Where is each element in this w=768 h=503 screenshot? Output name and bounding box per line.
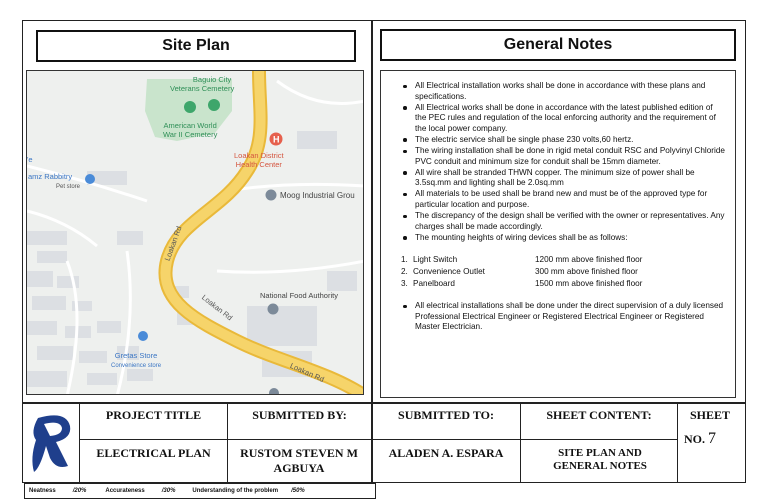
map-road-label-2: Loakan Rd: [200, 292, 235, 323]
map-label-nfa: National Food Authority: [260, 291, 338, 300]
project-title-value: ELECTRICAL PLAN: [96, 445, 211, 460]
site-plan-title: Site Plan: [36, 30, 356, 62]
note-item: The mounting heights of wiring devices shall be as follows:: [401, 233, 725, 244]
device-num: 2.: [401, 267, 408, 276]
map-label-petstore: Pet store: [56, 184, 81, 190]
map-label-cemetery: [170, 75, 235, 93]
device-num: 3.: [401, 278, 408, 288]
device-row: [401, 279, 725, 290]
site-map: [26, 70, 364, 395]
map-label-rabbitry-text: amz Rabbitry: [28, 172, 73, 181]
sheet-label: SHEET: [689, 407, 731, 422]
sheet-no-value: 7: [708, 430, 716, 447]
grading-row: [24, 483, 376, 499]
device-height: 1500 mm above finished floor: [535, 278, 643, 288]
submitted-by-label: SUBMITTED BY:: [252, 407, 347, 422]
note-item: The wiring installation shall be done in rigid metal conduit RSC and Polyvinyl Chloride PVC conduit and minimum size for conduit shall be 15mm diameter.: [401, 146, 725, 167]
note-item: The discrepancy of the design shall be verified with the owner or representatives. Any charges shall be made accordingly.: [401, 211, 725, 232]
map-label-health: [234, 151, 284, 169]
map-label-american-line1: American World: [163, 121, 217, 130]
note-item: The electric service shall be single phase 230 volts,60 hertz.: [401, 135, 725, 146]
note-item: All wire shall be stranded THWN copper. The minimum size of power shall be 3.5sq.mm and lighting shall be 2.0sq.mm: [401, 168, 725, 189]
device-name: Light Switch: [413, 255, 458, 265]
sheet-content-label: SHEET CONTENT:: [546, 407, 652, 422]
note-item: All Electrical works shall be done in accordance with the latest published edition of the PEC rules and regulation of the local enforcing authority and the requirement of the local power company.: [401, 103, 725, 135]
nfa-pin: [268, 304, 279, 315]
map-road-label-3: Loakan Rd: [288, 361, 326, 384]
grade-accurateness: Accurateness: [105, 488, 145, 494]
map-label-health-line2: Health Center: [235, 160, 282, 169]
map-label-convenience: Convenience store: [111, 363, 162, 369]
general-notes-title: General Notes: [380, 29, 736, 61]
logo: [26, 408, 76, 478]
grade-neatness: Neatness: [29, 488, 56, 494]
general-notes-body: [380, 70, 736, 398]
note-item: All Electrical installation works shall be done in accordance with these plans and specifications.: [401, 81, 725, 102]
grade-understanding: Understanding of the problem: [192, 488, 279, 494]
industrial-pin: [266, 190, 277, 201]
map-label-rabbitry: [28, 172, 80, 192]
logo-graphic: [26, 408, 76, 478]
device-row: [401, 267, 725, 278]
device-name: Panelboard: [413, 278, 455, 288]
device-name: Convenience Outlet: [413, 267, 485, 276]
petstore-pin: [85, 174, 95, 184]
submitted-to-label: SUBMITTED TO:: [398, 407, 494, 422]
map-label-health-line1: Loakan District: [234, 151, 284, 160]
grade-neatness-blank: /20%: [72, 488, 87, 494]
final-note-list: [401, 301, 725, 333]
device-height: 300 mm above finished floor: [535, 267, 638, 276]
device-height: 1200 mm above finished floor: [535, 255, 643, 265]
map-road-label-1: Loakan Rd: [162, 224, 184, 263]
submitted-to-value: ALADEN A. ESPARA: [388, 445, 504, 460]
device-num: 1.: [401, 255, 408, 265]
note-item: All materials to be used shall be brand new and must be of the approved type for particular location and purpose.: [401, 189, 725, 210]
map-label-american-line2: War II Cemetery: [163, 130, 218, 139]
project-title-label: PROJECT TITLE: [105, 407, 202, 422]
map-label-cemetery-line1: Baguio City: [192, 75, 232, 84]
sheet-number: [684, 430, 744, 454]
device-row: [401, 255, 725, 266]
map-label-ye: 'e: [27, 155, 33, 164]
map-label-gretas-text: Gretas Store: [114, 351, 158, 360]
sheet-content-value: SITE PLAN AND GENERAL NOTES: [553, 447, 647, 472]
sheet-no-label: NO.: [684, 432, 705, 446]
svg-text:H: H: [273, 134, 280, 145]
map-label-gretas: [111, 351, 161, 371]
grade-accurateness-blank: /30%: [161, 488, 176, 494]
map-graphic: [27, 71, 364, 395]
store-pin: [138, 331, 148, 341]
submitted-by-value: RUSTOM STEVEN M AGBUYA: [240, 446, 358, 475]
grade-understanding-blank: /50%: [291, 488, 305, 494]
final-note: All electrical installations shall be done under the direct supervision of a duly licensed Professional Electrical Engineer or Registered Electrical Engineer or Registered Master Electrician.: [401, 301, 725, 333]
map-label-cemetery-line2: Veterans Cemetery: [170, 84, 235, 93]
notes-list: [401, 81, 725, 243]
map-label-american: [163, 121, 217, 139]
map-label-moog: Moog Industrial Grou: [280, 191, 355, 200]
device-heights: [401, 255, 725, 289]
